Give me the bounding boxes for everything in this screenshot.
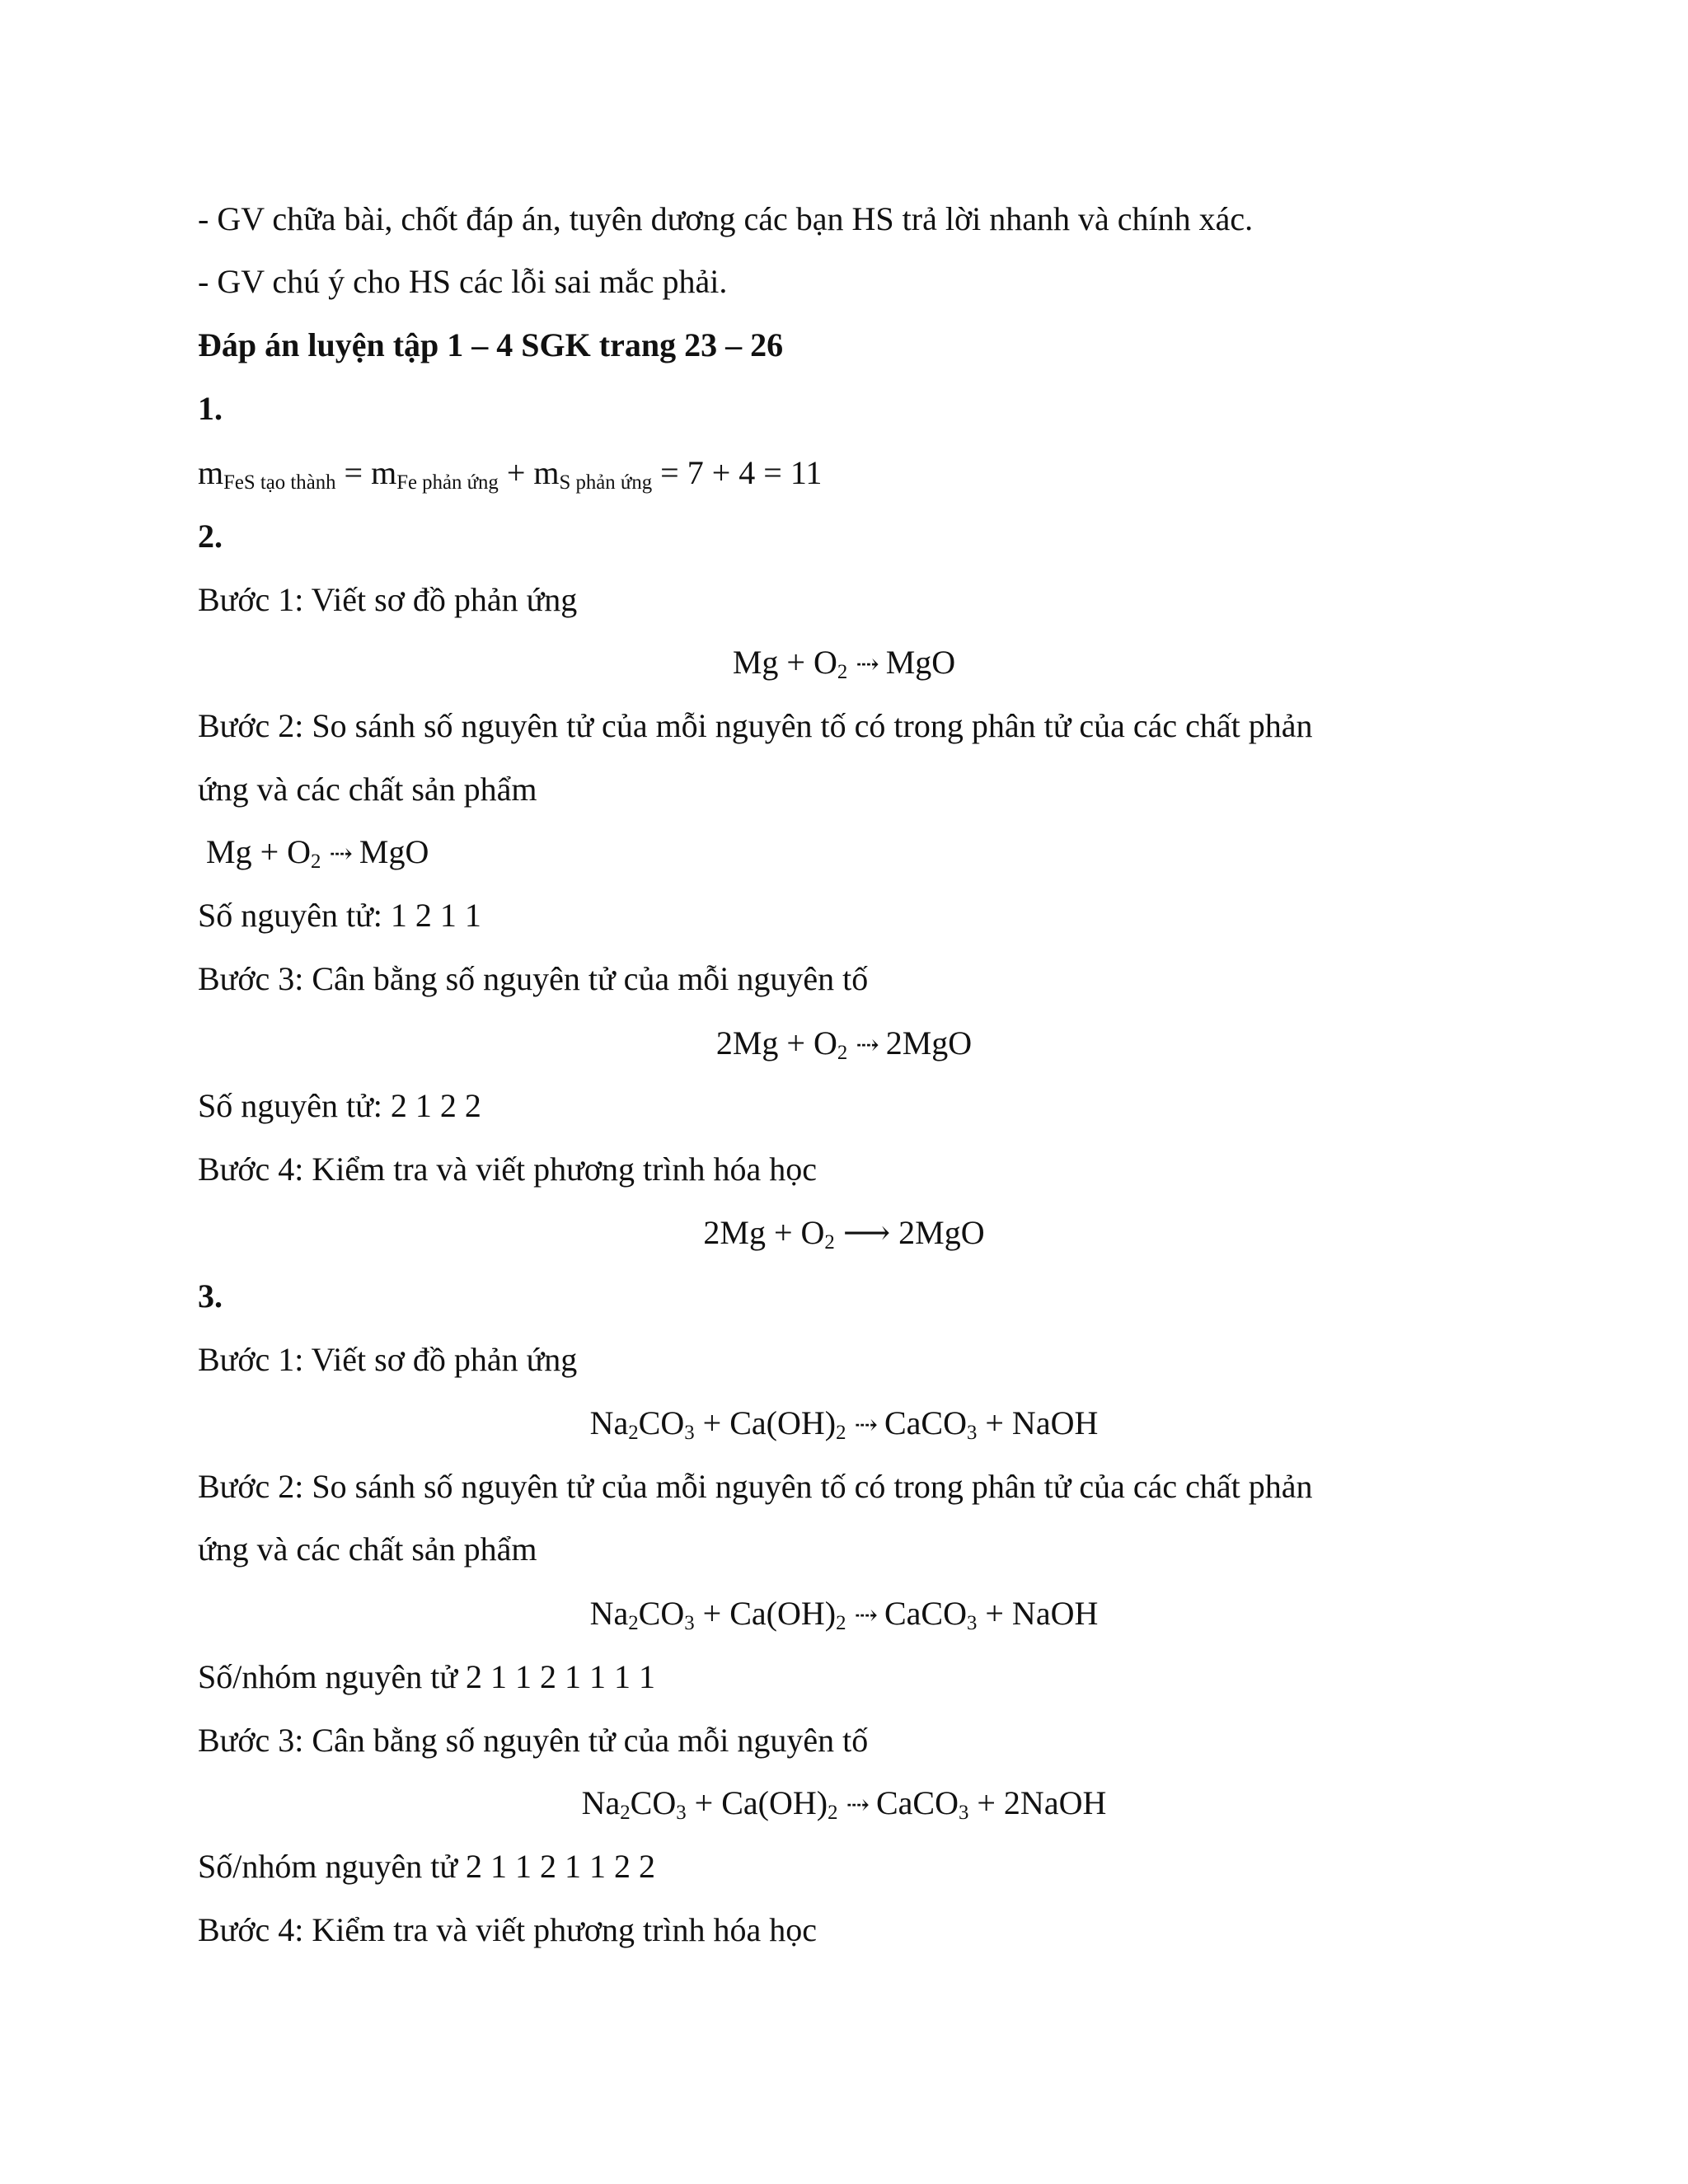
equation-part: + Ca(OH) [694,1595,837,1632]
mass-symbol: m [198,454,224,491]
subscript: 3 [966,1422,978,1445]
subscript: 3 [958,1802,969,1825]
text-line: Bước 4: Kiểm tra và viết phương trình hóa học [198,1151,818,1188]
equation-part: + 2NaOH [968,1784,1107,1821]
subscript: 3 [676,1802,687,1825]
equals: = [335,454,372,491]
chemical-equation [198,1783,1490,1825]
equation-part: + NaOH [977,1595,1099,1632]
equation-part: MgO [350,833,429,870]
equation-part: CO [630,1784,677,1821]
equation-part: CO [638,1404,685,1441]
subscript: 2 [628,1422,639,1445]
question-number: 3. [198,1277,223,1315]
dashed-arrow-icon: ⇢ [846,1790,868,1821]
equation-part: Na [589,1404,629,1441]
subscript: 2 [836,1422,846,1445]
dashed-arrow-icon: ⇢ [856,649,878,680]
equation-part: + Ca(OH) [694,1404,837,1441]
subscript: 3 [966,1612,978,1635]
chemical-equation [198,1024,1490,1066]
dashed-arrow-icon: ⇢ [329,839,351,869]
text-line: Bước 4: Kiểm tra và viết phương trình hóa học [198,1911,818,1948]
text-line: Bước 1: Viết sơ đồ phản ứng [198,1341,578,1378]
subscript: 3 [684,1612,695,1635]
mass-symbol: m [533,454,560,491]
mass-symbol: m [371,454,397,491]
subscript: Fe phản ứng [396,471,499,494]
subscript: 2 [836,1612,846,1635]
mass-equation [198,453,1490,493]
equation-part: + NaOH [977,1404,1099,1441]
subscript: 3 [684,1422,695,1445]
chemical-equation-final [198,1213,1490,1253]
text-line: ứng và các chất sản phẩm [198,1530,537,1568]
text-line: - GV chú ý cho HS các lỗi sai mắc phải. [198,263,728,300]
text-line: Bước 3: Cân bằng số nguyên tử của mỗi nguyên tố [198,1722,869,1759]
equation-part: 2MgO [890,1214,985,1251]
text-line: Bước 2: So sánh số nguyên tử của mỗi nguyên tố có trong phân tử của các chất phản [198,1468,1313,1505]
equation-part: CaCO [867,1784,959,1821]
text-line: Số nguyên tử: 1 2 1 1 [198,897,481,934]
text-line: Số/nhóm nguyên tử 2 1 1 2 1 1 2 2 [198,1848,656,1885]
subscript: 2 [311,851,321,874]
subscript: 2 [628,1612,639,1635]
dashed-arrow-icon: ⇢ [854,1601,876,1631]
dashed-arrow-icon: ⇢ [856,1030,878,1061]
subscript: 2 [837,661,848,684]
chemical-equation [198,1404,1490,1446]
text-line: Số nguyên tử: 2 1 2 2 [198,1087,481,1124]
chemical-equation [198,1594,1490,1636]
question-number: 1. [198,390,223,427]
subscript: 2 [620,1802,631,1825]
equation-part: 2Mg + O [703,1214,825,1251]
chemical-equation [198,643,1490,685]
text-line: Bước 3: Cân bằng số nguyên tử của mỗi nguyên tố [198,960,869,997]
mass-result: = 7 + 4 = 11 [652,454,823,491]
arrow-icon: ⟶ [842,1214,891,1251]
equation-part: Mg + O [732,644,837,681]
chemical-equation [206,832,1490,874]
equation-part: Mg + O [206,833,312,870]
text-line: - GV chữa bài, chốt đáp án, tuyên dương các bạn HS trả lời nhanh và chính xác. [198,200,1254,237]
equation-part: Na [589,1595,629,1632]
equation-part: 2Mg + O [715,1024,837,1062]
equation-part: CaCO [875,1595,967,1632]
dashed-arrow-icon: ⇢ [854,1410,876,1441]
equation-part: + Ca(OH) [686,1784,828,1821]
subscript: 2 [824,1231,835,1254]
equation-part: CO [638,1595,685,1632]
equation-part: MgO [877,644,956,681]
equation-part: Na [581,1784,621,1821]
subscript: 2 [828,1802,838,1825]
question-number: 2. [198,518,223,555]
subscript: FeS tạo thành [223,471,336,494]
equation-part: 2MgO [877,1024,973,1062]
equation-part: CaCO [875,1404,967,1441]
text-line: Số/nhóm nguyên tử 2 1 1 2 1 1 1 1 [198,1658,656,1695]
text-line: ứng và các chất sản phẩm [198,771,537,808]
text-line: Bước 1: Viết sơ đồ phản ứng [198,581,578,618]
subscript: S phản ứng [559,471,653,494]
text-line: Bước 2: So sánh số nguyên tử của mỗi nguyên tố có trong phân tử của các chất phản [198,707,1313,744]
plus: + [498,454,534,491]
subscript: 2 [837,1042,848,1065]
section-heading: Đáp án luyện tập 1 – 4 SGK trang 23 – 26 [198,326,784,363]
